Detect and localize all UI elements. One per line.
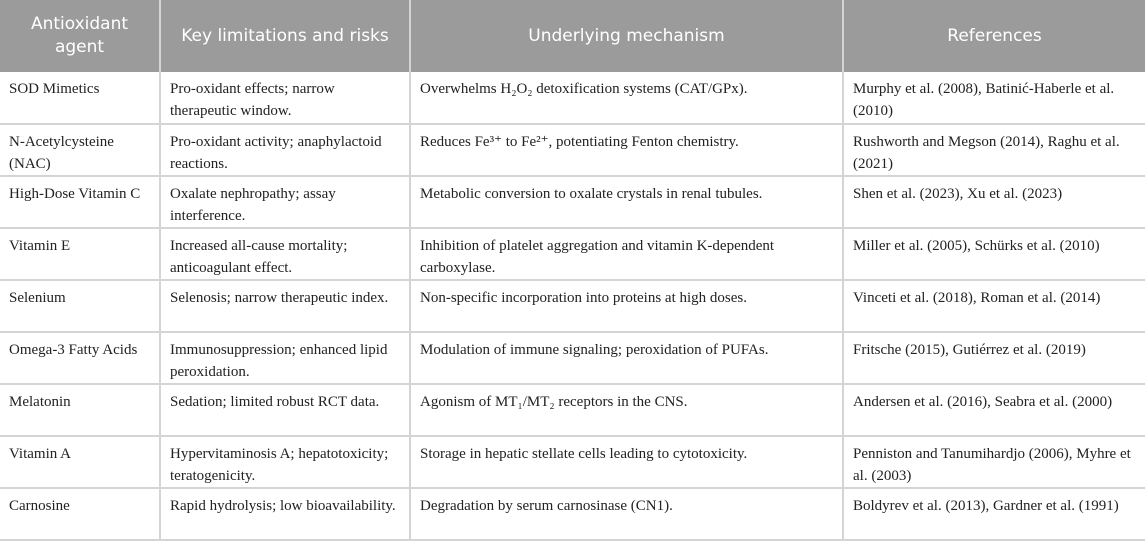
mechanism-cell: Overwhelms H₂O₂ detoxification systems (CAT/GPx).: [410, 72, 843, 124]
references-cell: Penniston and Tanumihardjo (2006), Myhre et al. (2003): [843, 436, 1145, 488]
limitations-cell: Immunosuppression; enhanced lipid peroxidation.: [160, 332, 410, 384]
references-cell: Vinceti et al. (2018), Roman et al. (2014): [843, 280, 1145, 332]
header-mechanism: Underlying mechanism: [410, 0, 843, 72]
table-row: [0, 176, 1145, 228]
mechanism-cell: Storage in hepatic stellate cells leading to cytotoxicity.: [410, 436, 843, 488]
limitations-cell: Increased all-cause mortality; anticoagulant effect.: [160, 228, 410, 280]
mechanism-cell: Degradation by serum carnosinase (CN1).: [410, 488, 843, 540]
mechanism-cell: Agonism of MT₁/MT₂ receptors in the CNS.: [410, 384, 843, 436]
references-cell: Rushworth and Megson (2014), Raghu et al. (2021): [843, 124, 1145, 176]
mechanism-cell: Inhibition of platelet aggregation and vitamin K-dependent carboxylase.: [410, 228, 843, 280]
mechanism-cell: Modulation of immune signaling; peroxidation of PUFAs.: [410, 332, 843, 384]
mechanism-cell: Non-specific incorporation into proteins at high doses.: [410, 280, 843, 332]
references-cell: Miller et al. (2005), Schürks et al. (2010): [843, 228, 1145, 280]
agent-cell: Carnosine: [0, 488, 160, 540]
agent-cell: High-Dose Vitamin C: [0, 176, 160, 228]
references-cell: Boldyrev et al. (2013), Gardner et al. (1991): [843, 488, 1145, 540]
references-cell: Fritsche (2015), Gutiérrez et al. (2019): [843, 332, 1145, 384]
mechanism-cell: Metabolic conversion to oxalate crystals in renal tubules.: [410, 176, 843, 228]
limitations-cell: Oxalate nephropathy; assay interference.: [160, 176, 410, 228]
agent-cell: Selenium: [0, 280, 160, 332]
references-cell: Murphy et al. (2008), Batinić-Haberle et al. (2010): [843, 72, 1145, 124]
agent-cell: Omega-3 Fatty Acids: [0, 332, 160, 384]
limitations-cell: Hypervitaminosis A; hepatotoxicity; teratogenicity.: [160, 436, 410, 488]
limitations-cell: Pro-oxidant activity; anaphylactoid reactions.: [160, 124, 410, 176]
agent-cell: Vitamin A: [0, 436, 160, 488]
table-row: [0, 436, 1145, 488]
header-references: References: [843, 0, 1145, 72]
table-row: [0, 72, 1145, 124]
limitations-cell: Pro-oxidant effects; narrow therapeutic window.: [160, 72, 410, 124]
table-row: [0, 124, 1145, 176]
table-row: [0, 384, 1145, 436]
mechanism-cell: Reduces Fe³⁺ to Fe²⁺, potentiating Fenton chemistry.: [410, 124, 843, 176]
table-row: [0, 280, 1145, 332]
table-row: [0, 228, 1145, 280]
agent-cell: Vitamin E: [0, 228, 160, 280]
agent-cell: N-Acetylcysteine (NAC): [0, 124, 160, 176]
table-row: [0, 332, 1145, 384]
header-agent: Antioxidant agent: [0, 0, 160, 72]
limitations-cell: Sedation; limited robust RCT data.: [160, 384, 410, 436]
limitations-cell: Rapid hydrolysis; low bioavailability.: [160, 488, 410, 540]
references-cell: Andersen et al. (2016), Seabra et al. (2000): [843, 384, 1145, 436]
agent-cell: Melatonin: [0, 384, 160, 436]
header-limitations: Key limitations and risks: [160, 0, 410, 72]
header-row: [0, 0, 1145, 72]
agent-cell: SOD Mimetics: [0, 72, 160, 124]
limitations-cell: Selenosis; narrow therapeutic index.: [160, 280, 410, 332]
table-row: [0, 488, 1145, 540]
references-cell: Shen et al. (2023), Xu et al. (2023): [843, 176, 1145, 228]
